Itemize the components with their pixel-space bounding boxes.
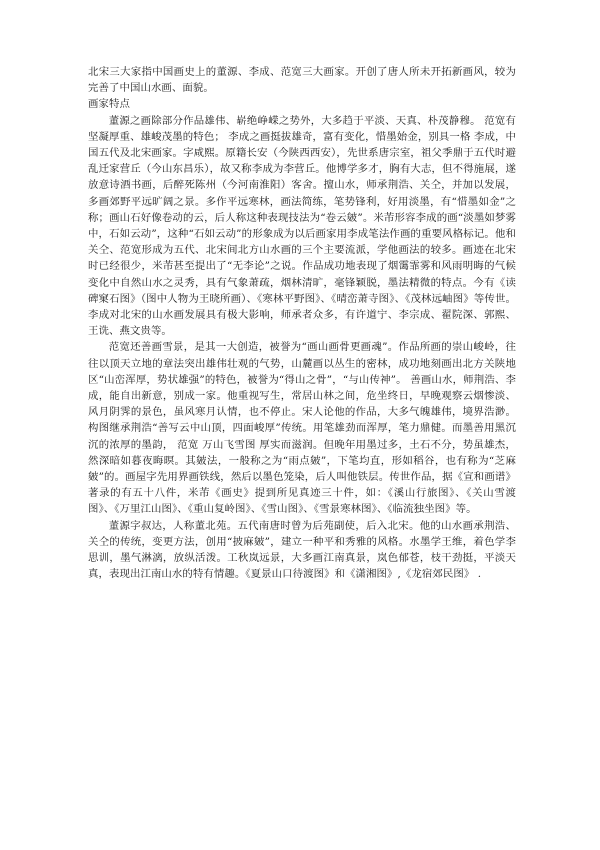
paragraph-fan-kuan: 范宽还善画雪景，是其一大创造，被誉为“画山画骨更画魂”。作品所画的崇山峻岭，往往以顶天立地的章法突出雄伟壮观的气势，山麓画以丛生的密林，成功地刻画出北方关陕地区“山峦浑厚，势状雄强”的特色，被誉为“得山之骨”，“与山传神”。 善画山水，师荆浩、李成，能自出新意，别成一家。他重视写生，常居山林之间，危坐终日，早晚观察云烟惨淡、风月阴霁的景色，虽风寒月认情，也不停止。宋人论他的作品，大多气魄雄伟，境界浩渺。构图继承荆浩“善写云中山顶，四面峻厚”传统。用笔雄劲而浑厚，笔力鼎健。而墨善用黑沉沉的浓厚的墨韵， 范宽 万山飞雪图 厚实而滋润。但晚年用墨过多，土石不分，势虽雄杰，然深暗如暮夜晦暝。其皴法，一般称之为“雨点皴”，下笔均直，形如稻谷，也有称为“芝麻皴”的。画屋字先用界画铁线，然后以墨色笼染，后人叫他铁层。传世作品，据《宣和画谱》著录的有五十八件，米芾《画史》提到所见真迹三十件，如：《溪山行旅图》、《关山雪渡图》、《万里江山图》、《重山复岭图》、《雪山图》、《雪景寒林图》、《临流独坐图》等。 [88,341,516,516]
paragraph-dong-yuan: 董源字叔达，人称董北苑。五代南唐时曾为后苑副使，后入北宋。他的山水画承荆浩、关仝的传统，变更方法，创用“披麻皴”，建立一种平和秀雅的风格。水墨学王维，着色学李思训，墨气淋漓，放纵活泼。工秋岚远景，大多画江南真景，岚色郁苍，枝干劲挺，平淡天真，表现出江南山水的特有情趣。《夏景山口待渡图》和《潇湘图》,《龙宿郊民图》 . [88,519,516,581]
intro-paragraph: 北宋三大家指中国画史上的董源、李成、范宽三大画家。开创了唐人所未开拓新画风，较为完善了中国山水画、面貌。 [88,66,516,95]
paragraph-dong-li: 董源之画除部分作品雄伟、崭绝峥嵘之势外，大多趋于平淡、天真、朴茂静穆。 范宽有坚凝厚重、雄峻茂墨的特色； 李成之画挺拔雄奇，富有变化，惜墨始金，别具一格 李成，中国五代及北宋画家。字咸熙。原籍长安（今陕西西安），先世系唐宗室，祖父季鼎于五代时避乱迁家营丘（今山东昌乐），故又称李成为李营丘。他博学多才，胸有大志，但不得施展，遂放意诗酒书画，后醉死陈州（今河南淮阳）客舍。擅山水，师承荆浩、关仝，并加以发展，多画郊野平远旷阔之景。多作平远寒林，画法简练，笔势锋利，好用淡墨，有“惜墨如金”之称；画山石好像卷动的云，后人称这种表现技法为“卷云皴”。米芾形容李成的画“淡墨如梦雾中，石如云动”，这种“石如云动”的形象成为以后画家用李成笔法作画的重要风格标记。他和关仝、范宽形成为五代、北宋间北方山水画的三个主要流派，学他画法的较多。画迹在北宋时已经很少，米芾甚至提出了“无李论”之说。作品成功地表现了烟霭霏雾和风雨明晦的气候变化中自然山水之灵秀，具有气象萧疏，烟林清旷，毫锋颖脱，墨法精微的特点。今有《读碑窠石图》（图中人物为王晓所画）、《寒林平野图》、《晴峦萧寺图》、《茂林远岫图》等传世。李成对北宋的山水画发展具有极大影响，师承者众多，有许道宁、李宗成、翟院深、郭熙、王诜、燕文贵等。 [88,114,516,338]
section-heading: 画家特点 [88,98,130,111]
document-body [88,64,516,583]
